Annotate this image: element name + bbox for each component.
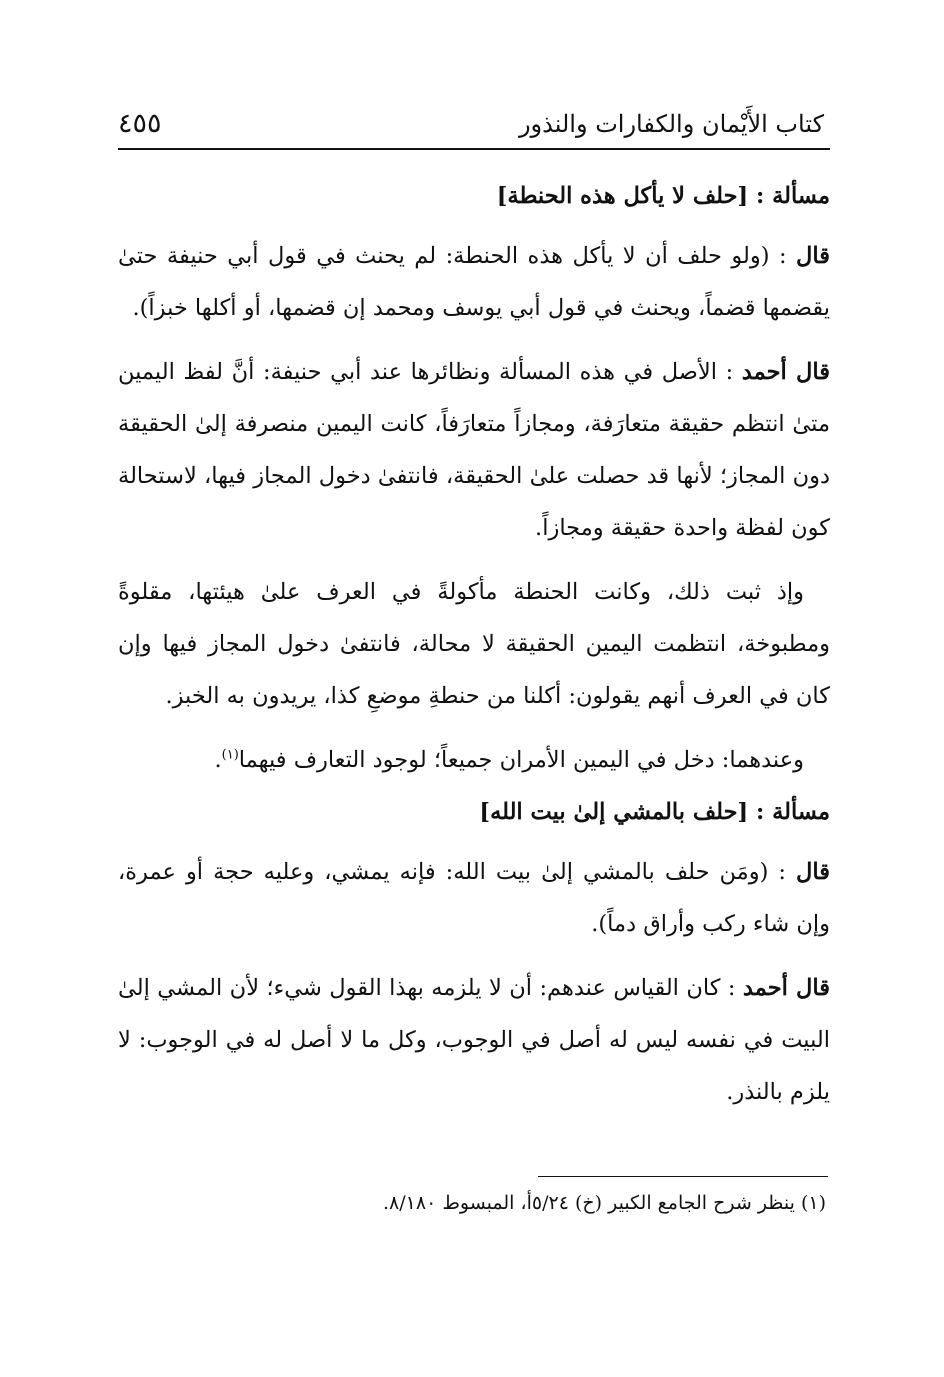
paragraph: وإذ ثبت ذلك، وكانت الحنطة مأكولةً في العرف علىٰ هيئتها، مقلوةً ومطبوخة، انتظمت اليمين الحقيقة لا محالة، فانتفىٰ دخول المجاز فيها وإن كان في العرف أنهم يقولون: أكلنا من حنطةِ موضعِ كذا، يريدون به الخبز. (118, 579, 830, 709)
paragraph-text: : (ولو حلف أن لا يأكل هذه الحنطة: لم يحنث في قول أبي حنيفة حتىٰ يقضمها قضماً، ويحنث في قول أبي يوسف ومحمد إن قضمها، أو أكلها خبزاً). (118, 243, 830, 321)
speaker-label: قال أحمد (741, 359, 830, 385)
footnote-ref[interactable]: (١) (221, 747, 239, 763)
paragraph-end: . (214, 747, 222, 773)
section-heading: مسألة : [حلف بالمشي إلىٰ بيت الله] (479, 799, 830, 825)
speaker-label: قال أحمد (742, 975, 830, 1001)
paragraph-text: : كان القياس عندهم: أن لا يلزمه بهذا القول شيء؛ لأن المشي إلىٰ البيت في نفسه ليس له أصل في الوجوب، وكل ما لا أصل له في الوجوب: لا يلزم بالنذر. (118, 975, 830, 1105)
page-number: ٤٥٥ (118, 108, 162, 139)
paragraph (118, 846, 830, 950)
book-title: كتاب الأَيْمان والكفارات والنذور (518, 110, 824, 138)
paragraph (118, 346, 830, 554)
paragraph (118, 734, 830, 786)
speaker-label: قال (796, 859, 830, 885)
paragraph (118, 230, 830, 334)
speaker-label: قال (796, 243, 830, 269)
paragraph-text: : الأصل في هذه المسألة ونظائرها عند أبي حنيفة: أنَّ لفظ اليمين متىٰ انتظم حقيقة متعارَفة، ومجازاً متعارَفاً، كانت اليمين منصرفة إلىٰ الحقيقة دون المجاز؛ لأنها قد حصلت علىٰ الحقيقة، فانتفىٰ دخول المجاز فيها، لاستحالة كون لفظة واحدة حقيقة ومجازاً. (118, 359, 830, 541)
paragraph-text: وعندهما: دخل في اليمين الأمران جميعاً؛ لوجود التعارف فيهما (238, 747, 804, 773)
paragraph-text: : (ومَن حلف بالمشي إلىٰ بيت الله: فإنه يمشي، وعليه حجة أو عمرة، وإن شاء ركب وأراق دماً). (118, 859, 830, 937)
main-text (118, 170, 830, 1130)
paragraph (118, 962, 830, 1118)
running-header (118, 96, 830, 150)
footnote: (١) ينظر شرح الجامع الكبير (خ) ٥/٢٤أ، المبسوط ٨/١٨٠. (383, 1192, 826, 1214)
footnote-divider (538, 1176, 828, 1177)
section-heading: مسألة : [حلف لا يأكل هذه الحنطة] (496, 183, 830, 209)
